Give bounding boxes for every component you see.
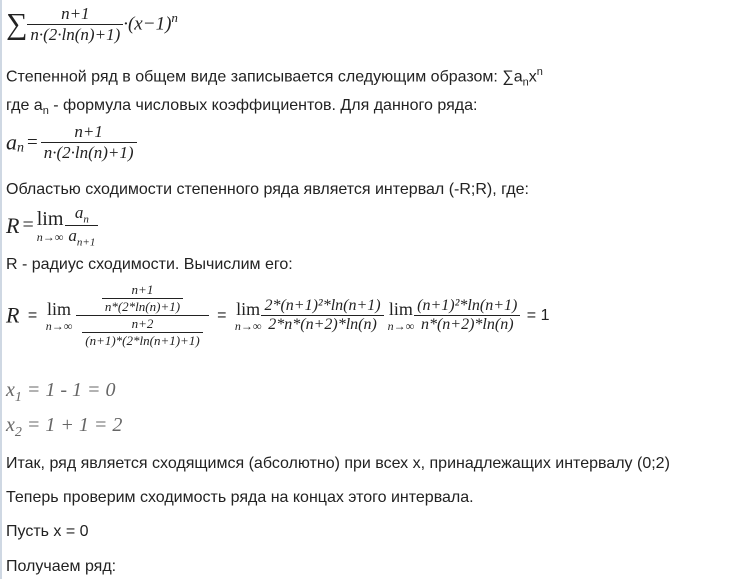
sum-symbol: ∑ <box>6 7 28 41</box>
series-denominator: n·(2·ln(n)+1) <box>30 25 121 44</box>
x1-formula: $x_1 = 1 - 1 = 0$ <box>6 379 116 405</box>
text-line-6: Теперь проверим сходимость ряда на концах этого интервала. <box>6 489 474 506</box>
text-line-7: Пусть x = 0 <box>6 523 89 540</box>
radius-calculation: R = lim n→∞ $\frac{\frac{n+1}{n*(2*\ln(n)+1)}}{\frac{n+2}{(n+1)*(2*\ln(n+1)+1)}}$ = lim n→∞ $\frac{\text{2*(n+1)²*ln(n+1)}}{2*n*(n+2)*\ln(n)}$ lim n→∞ $\frac{\text{(n+1)²*ln(n+1)}}{n*(n+2)*\ln(n)}$ = 1 <box>6 282 550 348</box>
radius-formula: R = lim n→∞ $\frac{a_n}{a_{n+1}}$ <box>6 203 98 249</box>
series-formula <box>6 4 178 45</box>
text-line-8: Получаем ряд: <box>6 558 117 575</box>
left-border <box>0 0 2 579</box>
an-formula: $a_n$ = $\frac{n+1}{n\cdot(2\cdot\ln(n)+1)}$ <box>6 122 137 163</box>
text-line-4: R - радиус сходимости. Вычислим его: <box>6 256 293 273</box>
x2-formula: $x_2 = 1 + 1 = 2$ <box>6 414 123 440</box>
text-line-1: Степенной ряд в общем виде записывается следующим образом: $\sum a_nx^n$ <box>6 66 543 89</box>
series-exponent: n <box>171 9 178 25</box>
text-line-5: Итак, ряд является сходящимся (абсолютно) при всех x, принадлежащих интервалу (0;2) <box>6 455 670 472</box>
series-numerator: n+1 <box>27 4 123 25</box>
series-fraction <box>27 4 123 45</box>
text-line-3: Областью сходимости степенного ряда является интервал (-R;R), где: <box>6 181 529 198</box>
text-line-2: где $a_n$ - формула числовых коэффициентов. Для данного ряда: <box>6 97 478 118</box>
series-tail: ·(x−1) <box>123 13 172 35</box>
